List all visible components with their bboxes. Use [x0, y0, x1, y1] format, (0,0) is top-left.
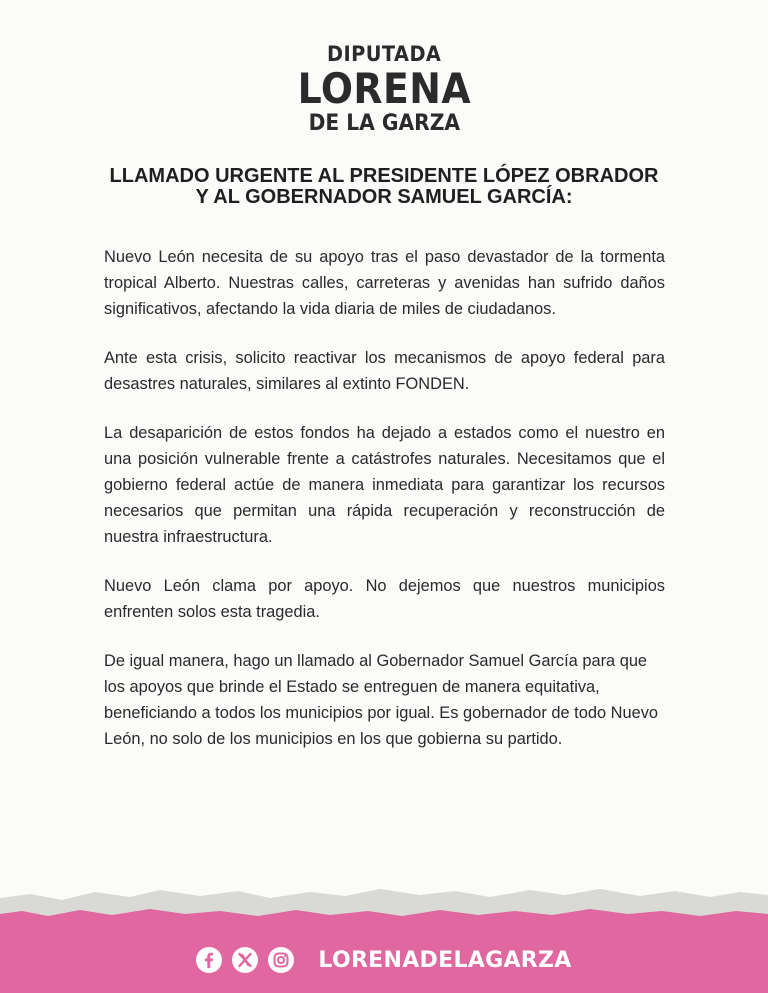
instagram-icon[interactable] [268, 947, 294, 973]
logo-name-lorena: LORENA [297, 64, 471, 113]
paragraph: Nuevo León necesita de su apoyo tras el paso devastador de la tormenta tropical Alberto. Nuestras calles, carreteras y avenidas han sufrido daños significativos, afectando la vida diaria de miles de ciudadanos. [104, 248, 665, 318]
logo [0, 44, 768, 135]
footer-band [0, 880, 768, 993]
social-bar [0, 944, 768, 976]
logo-title-diputada: DIPUTADA [326, 42, 442, 66]
paragraph: De igual manera, hago un llamado al Gobernador Samuel García para que los apoyos que brinde el Estado se entreguen de manera equitativa, beneficiando a todos los municipios por igual. Es gobernador de todo Nuevo León, no solo de los municipios en los que gobierna su partido. [104, 652, 659, 748]
headline-line-2: Y AL GOBERNADOR SAMUEL GARCÍA: [195, 186, 573, 208]
social-handle[interactable]: LORENADELAGARZA [318, 947, 572, 973]
headline [0, 166, 768, 208]
facebook-icon[interactable] [196, 947, 222, 973]
paragraph: Ante esta crisis, solicito reactivar los mecanismos de apoyo federal para desastres naturales, similares al extinto FONDEN. [104, 349, 665, 393]
letter-body [104, 244, 665, 775]
headline-line-1: LLAMADO URGENTE AL PRESIDENTE LÓPEZ OBRADOR [109, 165, 659, 187]
paragraph: La desaparición de estos fondos ha dejado a estados como el nuestro en una posición vulnerable frente a catástrofes naturales. Necesitamos que el gobierno federal actúe de manera inmediata para garantizar los recursos necesarios que permitan una rápida recuperación y reconstrucción de nuestra infraestructura. [104, 424, 665, 546]
logo-surname: DE LA GARZA [308, 111, 460, 136]
paragraph: Nuevo León clama por apoyo. No dejemos que nuestros municipios enfrenten solos esta tragedia. [104, 577, 665, 621]
x-icon[interactable] [232, 947, 258, 973]
